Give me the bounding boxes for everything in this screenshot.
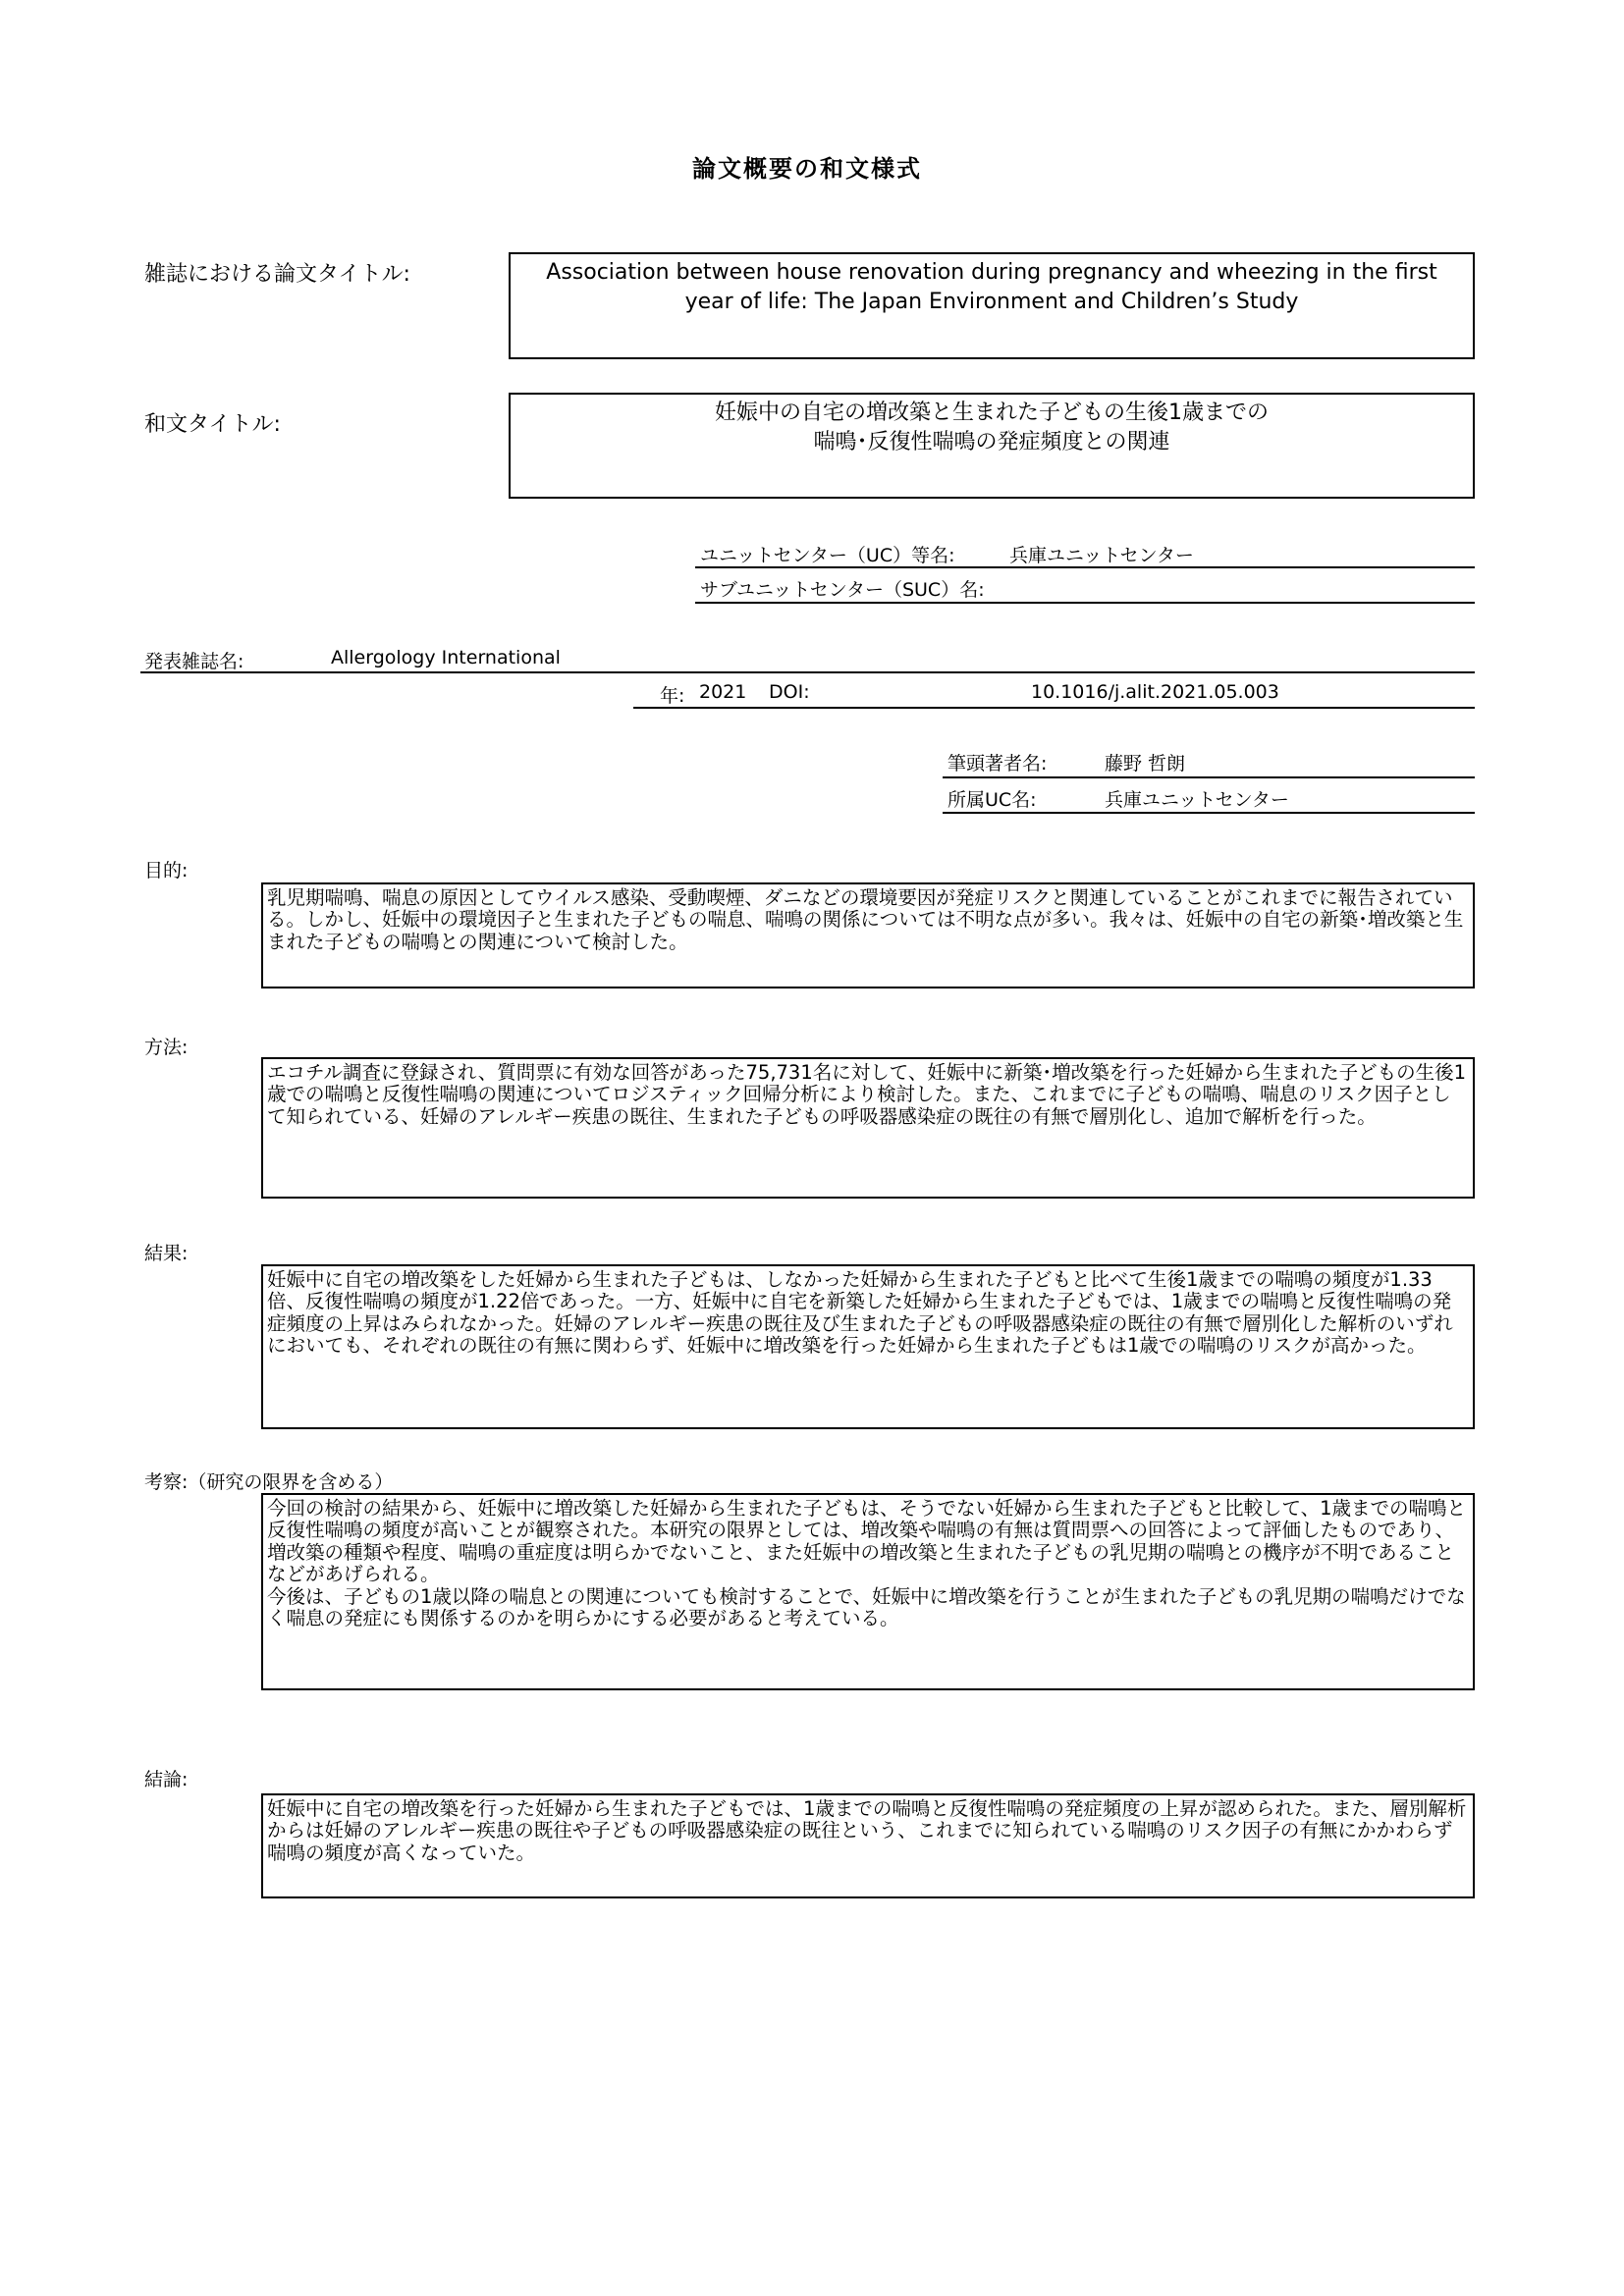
japanese-title-line-2: 喘鳴･反復性喘鳴の発症頻度との関連 <box>813 430 1170 454</box>
methods-label: 方法: <box>144 1037 189 1058</box>
japanese-title-line-1: 妊娠中の自宅の増改築と生まれた子どもの生後1歳までの <box>715 400 1269 425</box>
results-box <box>261 1264 1475 1429</box>
uc-label: ユニットセンター（UC）等名: <box>700 545 955 566</box>
paper-title-box <box>509 252 1475 359</box>
methods-box <box>261 1057 1475 1199</box>
document-title: 論文概要の和文様式 <box>692 155 922 183</box>
discussion-label: 考察:（研究の限界を含める） <box>144 1471 394 1493</box>
purpose-label: 目的: <box>144 860 189 881</box>
discussion-box <box>261 1493 1475 1690</box>
journal-value: Allergology International <box>331 647 561 668</box>
purpose-text: 乳児期喘鳴、喘息の原因としてウイルス感染、受動喫煙、ダニなどの環境要因が発症リスクと関連していることがこれまでに報告されている。しかし、妊娠中の環境因子と生まれた子どもの喘息、喘鳴の関係については不明な点が多い。我々は、妊娠中の自宅の新築･増改築と生まれた子どもの喘鳴との関連について検討した。 <box>267 886 1464 953</box>
doi-label: DOI: <box>769 681 810 703</box>
doi-value: 10.1016/j.alit.2021.05.003 <box>1031 681 1279 703</box>
methods-text: エコチル調査に登録され、質問票に有効な回答があった75,731名に対して、妊娠中に新築･増改築を行った妊婦から生まれた子どもの生後1歳での喘鳴と反復性喘鳴の関連についてロジスティック回帰分析により検討した。また、これまでに子どもの喘鳴、喘息のリスク因子として知られている、妊婦のアレルギー疾患の既往、生まれた子どもの呼吸器感染症の既往の有無で層別化し、追加で解析を行った。 <box>267 1061 1466 1128</box>
journal-label: 発表雑誌名: <box>144 651 244 672</box>
affiliation-divider <box>943 812 1475 814</box>
conclusion-box <box>261 1793 1475 1898</box>
suc-divider <box>695 602 1475 604</box>
author-divider <box>943 776 1475 778</box>
uc-value: 兵庫ユニットセンター <box>1009 545 1194 566</box>
affiliation-label: 所属UC名: <box>947 789 1037 811</box>
paper-title-line-1: Association between house renovation during pregnancy and wheezing in the first <box>546 260 1437 285</box>
year-value: 2021 <box>699 681 747 703</box>
year-doi-divider <box>633 707 1475 709</box>
journal-divider <box>140 671 1475 673</box>
conclusion-text: 妊娠中に自宅の増改築を行った妊婦から生まれた子どもでは、1歳までの喘鳴と反復性喘鳴の発症頻度の上昇が認められた。また、層別解析からは妊婦のアレルギー疾患の既往や子どもの呼吸器感染症の既往という、これまでに知られている喘鳴のリスク因子の有無にかかわらず喘鳴の頻度が高くなっていた。 <box>267 1797 1467 1864</box>
first-author-label: 筆頭著者名: <box>947 753 1048 774</box>
japanese-title-box <box>509 393 1475 499</box>
year-label: 年: <box>660 685 685 707</box>
conclusion-label: 結論: <box>144 1769 189 1790</box>
results-label: 結果: <box>144 1243 189 1264</box>
first-author-value: 藤野 哲朗 <box>1105 753 1186 774</box>
purpose-box <box>261 882 1475 988</box>
results-text: 妊娠中に自宅の増改築をした妊婦から生まれた子どもは、しなかった妊婦から生まれた子どもと比べて生後1歳までの喘鳴の頻度が1.33倍、反復性喘鳴の頻度が1.22倍であった。一方、妊娠中に自宅を新築した妊婦から生まれた子どもでは、1歳までの喘鳴と反復性喘鳴の発症頻度の上昇はみられなかった。妊婦のアレルギー疾患の既往及び生まれた子どもの呼吸器感染症の既往の有無で層別化した解析のいずれにおいても、それぞれの既往の有無に関わらず、妊娠中に増改築を行った妊婦から生まれた子どもは1歳での喘鳴のリスクが高かった。 <box>267 1268 1453 1358</box>
japanese-title-label: 和文タイトル: <box>144 412 281 437</box>
discussion-text-1: 今回の検討の結果から、妊娠中に増改築した妊婦から生まれた子どもは、そうでない妊婦から生まれた子どもと比較して、1歳までの喘鳴と反復性喘鳴の頻度が高いことが観察された。本研究の限界としては、増改築や喘鳴の有無は質問票への回答によって評価したものであり、増改築の種類や程度、喘鳴の重症度は明らかでないこと、また妊娠中の増改築と生まれた子どもの乳児期の喘鳴との機序が不明であることなどがあげられる。 <box>267 1497 1467 1586</box>
paper-title-line-2: year of life: The Japan Environment and Children’s Study <box>684 290 1299 314</box>
paper-title-label: 雑誌における論文タイトル: <box>144 262 410 287</box>
affiliation-value: 兵庫ユニットセンター <box>1105 789 1289 811</box>
uc-divider <box>695 566 1475 568</box>
suc-label: サブユニットセンター（SUC）名: <box>700 579 985 601</box>
discussion-text-2: 今後は、子どもの1歳以降の喘息との関連についても検討することで、妊娠中に増改築を行うことが生まれた子どもの乳児期の喘鳴だけでなく喘息の発症にも関係するのかを明らかにする必要があると考えている。 <box>267 1584 1466 1630</box>
